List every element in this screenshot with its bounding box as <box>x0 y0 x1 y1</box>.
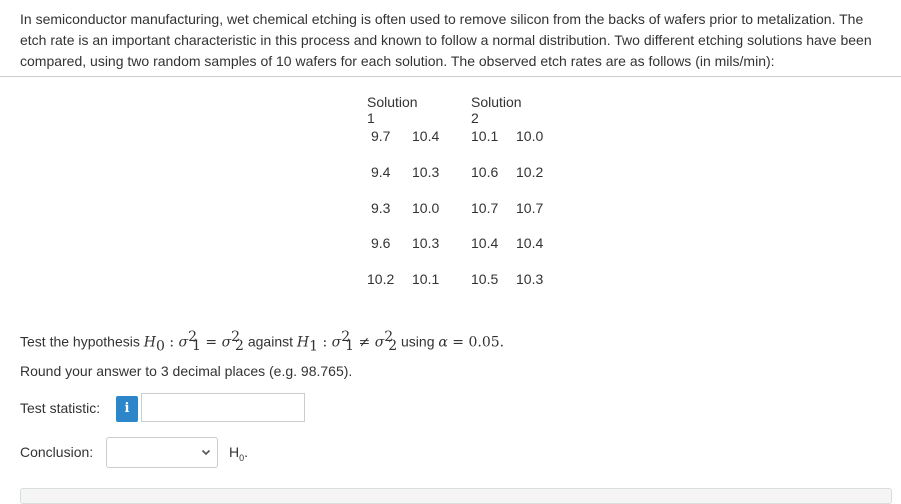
math-sub: 1 <box>309 338 319 355</box>
table-cell: 9.3 <box>371 200 391 216</box>
table-cell: 10.2 <box>367 271 395 287</box>
chevron-down-icon <box>201 447 211 457</box>
hypothesis-using: using <box>397 333 439 350</box>
table-cell: 10.4 <box>471 235 499 251</box>
table-cell: 9.7 <box>371 128 391 144</box>
conclusion-label: Conclusion: <box>20 444 94 460</box>
conclusion-suffix-h: H <box>229 444 240 460</box>
math-h: H <box>296 334 310 351</box>
conclusion-select[interactable] <box>106 437 218 468</box>
table-cell: 10.2 <box>516 164 544 180</box>
math-h: H <box>143 334 156 351</box>
rounding-instruction: Round your answer to 3 decimal places (e.g. 98.765). <box>20 363 353 379</box>
math-sub: 1 <box>192 338 201 355</box>
conclusion-suffix <box>229 444 248 463</box>
math-sigma: σ <box>178 334 189 351</box>
hypothesis-against: against <box>243 333 297 350</box>
table-cell: 10.3 <box>516 271 544 287</box>
math-sigma: σ <box>221 334 232 351</box>
math-alpha-value: = 0.05. <box>447 334 505 351</box>
math-sigma: σ <box>331 334 342 351</box>
header-solution-1: Solution 1 <box>367 94 418 126</box>
math-sup: 2 <box>341 329 351 345</box>
table-cell: 10.5 <box>471 271 499 287</box>
problem-intro: In semiconductor manufacturing, wet chemical etching is often used to remove silicon from the backs of wafers prior to metalization. The etch rate is an important characteristic in this process and known to follow a normal distribution. Two different etching solutions have been compared, using two random samples of 10 wafers for each solution. The observed etch rates are as follows (in mils/min): <box>20 11 872 69</box>
table-cell: 10.3 <box>412 235 440 251</box>
table-cell: 10.4 <box>516 235 544 251</box>
test-statistic-input[interactable] <box>141 393 305 422</box>
info-icon[interactable]: i <box>116 396 138 422</box>
math-colon: : <box>164 334 179 351</box>
math-sub: 0 <box>155 338 165 355</box>
next-section-panel <box>20 488 892 504</box>
math-neq: ≠ <box>354 334 375 351</box>
hypothesis-prefix: Test the hypothesis <box>20 333 144 350</box>
table-cell: 10.1 <box>412 271 440 287</box>
hypothesis-statement <box>20 329 504 354</box>
math-sigma: σ <box>374 334 385 351</box>
math-colon: : <box>318 334 332 351</box>
math-sub: 1 <box>345 338 355 355</box>
table-cell: 10.7 <box>516 200 544 216</box>
table-cell: 10.0 <box>516 128 544 144</box>
conclusion-suffix-end: . <box>244 444 249 460</box>
math-sup: 2 <box>384 329 394 345</box>
table-cell: 9.4 <box>371 164 391 180</box>
test-statistic-label: Test statistic: <box>20 400 101 416</box>
math-eq: = <box>200 334 222 351</box>
math-sup: 2 <box>188 329 197 345</box>
table-cell: 10.3 <box>412 164 440 180</box>
table-cell: 10.0 <box>412 200 440 216</box>
table-cell: 10.1 <box>471 128 499 144</box>
table-cell: 10.4 <box>412 128 440 144</box>
divider <box>0 76 901 77</box>
math-sub: 2 <box>235 338 244 355</box>
table-cell: 10.6 <box>471 164 499 180</box>
conclusion-suffix-sub: 0 <box>239 452 245 463</box>
math-alpha: α <box>438 334 448 351</box>
table-cell: 10.7 <box>471 200 499 216</box>
math-sub: 2 <box>388 338 398 355</box>
math-sup: 2 <box>231 329 241 345</box>
header-solution-2: Solution 2 <box>471 94 522 126</box>
table-cell: 9.6 <box>371 235 391 251</box>
